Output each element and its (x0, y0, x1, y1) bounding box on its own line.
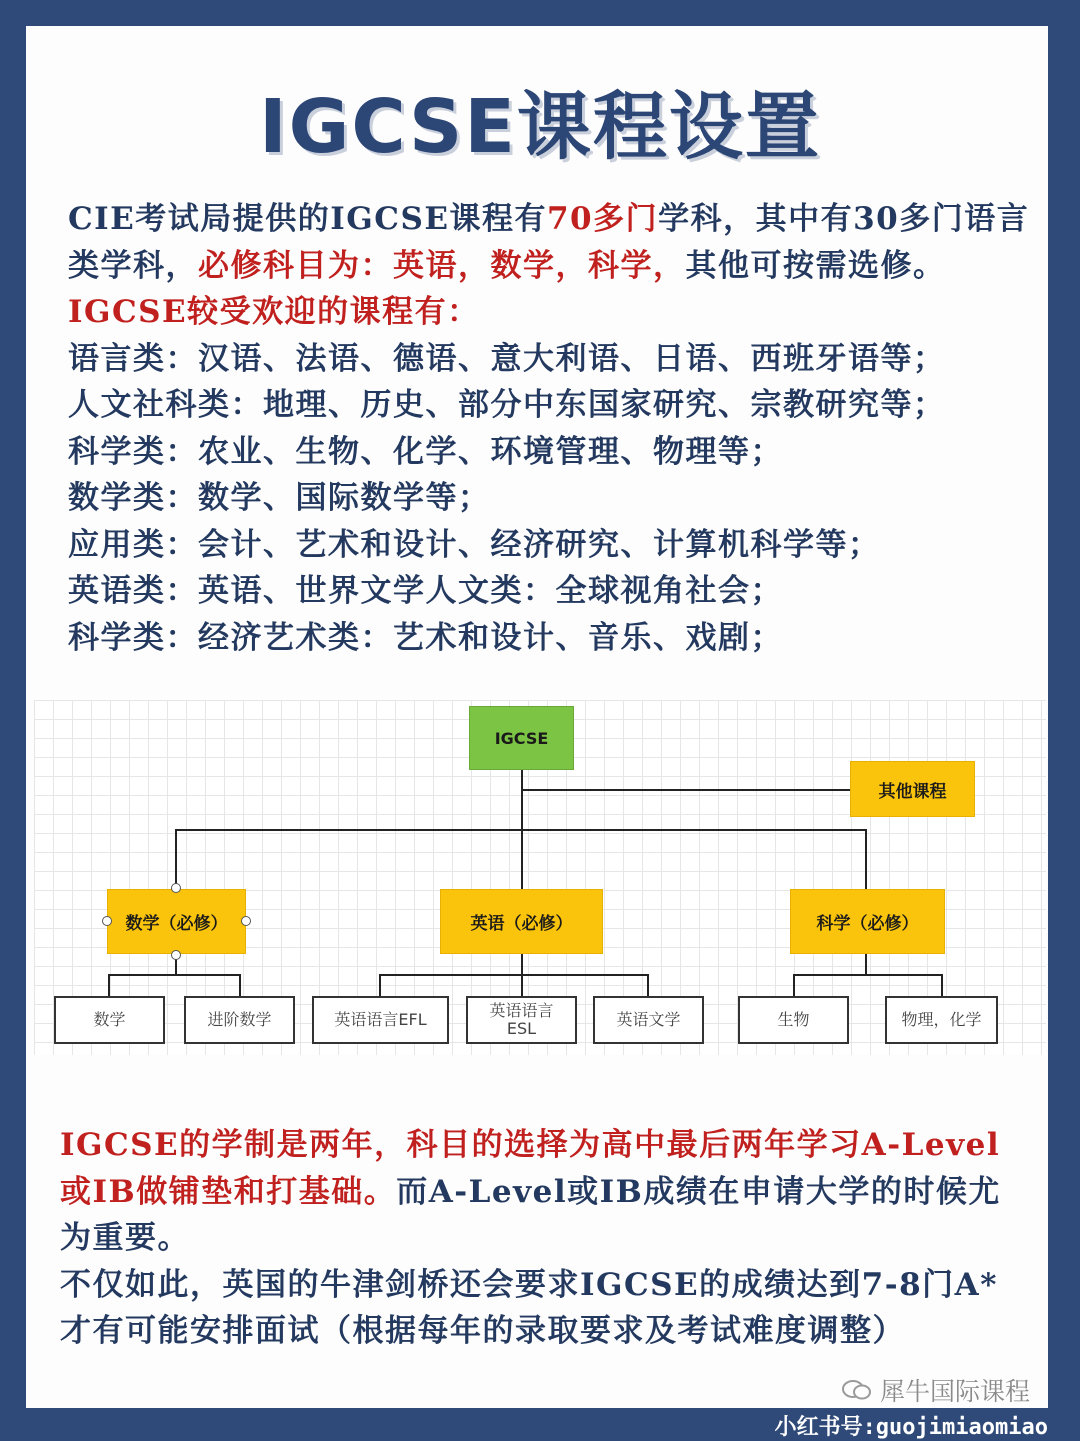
connector (108, 974, 110, 996)
connector (239, 974, 241, 996)
connector (379, 974, 381, 996)
root-node[interactable]: IGCSE (469, 706, 574, 770)
leaf-advanced-math[interactable]: 进阶数学 (184, 996, 295, 1044)
footer-text (60, 1122, 1040, 1355)
connector (865, 954, 867, 974)
wechat-icon (842, 1379, 872, 1401)
category-line: 语言类：汉语、法语、德语、意大利语、日语、西班牙语等； (68, 340, 946, 377)
footer-line-5: 才有可能安排面试（根据每年的录取要求及考试难度调整） (60, 1313, 905, 1349)
leaf-physics-chemistry[interactable]: 物理，化学 (885, 996, 998, 1044)
selection-handle[interactable] (102, 916, 112, 926)
category-line: 人文社科类：地理、历史、部分中东国家研究、宗教研究等； (68, 387, 946, 423)
connector (108, 974, 241, 976)
connector (647, 974, 649, 996)
intro-text (68, 196, 1028, 661)
connector (941, 974, 943, 996)
connector (865, 829, 867, 889)
footer-line-3: 为重要。 (60, 1220, 190, 1256)
selection-handle[interactable] (171, 883, 181, 893)
math-required-node[interactable]: 数学（必修） (107, 889, 246, 954)
connector (379, 974, 649, 976)
connector (521, 789, 851, 791)
course-diagram (34, 700, 1046, 1055)
footer-line-1: IGCSE的学制是两年，科目的选择为高中最后两年学习A-Level (60, 1127, 1001, 1163)
intro-line-1: CIE考试局提供的IGCSE课程有70多门学科，其中有30多门语言 (68, 201, 1030, 237)
footer-line-2: 或IB做铺垫和打基础。而A-Level或IB成绩在申请大学的时候尤 (60, 1173, 1001, 1210)
leaf-math[interactable]: 数学 (54, 996, 165, 1044)
category-line: 科学类：经济艺术类：艺术和设计、音乐、戏剧； (68, 619, 783, 656)
watermark-text: 犀牛国际课程 (880, 1377, 1031, 1406)
leaf-biology[interactable]: 生物 (738, 996, 849, 1044)
other-courses-node[interactable]: 其他课程 (850, 761, 975, 817)
leaf-english-literature[interactable]: 英语文学 (593, 996, 704, 1044)
page-title: IGCSE课程设置 (259, 84, 821, 170)
english-required-node[interactable]: 英语（必修） (440, 889, 603, 954)
watermark (842, 1372, 1030, 1408)
selection-handle[interactable] (241, 916, 251, 926)
connector (175, 829, 177, 889)
account-handle: 小红书号:guojimiaomiao (774, 1415, 1048, 1440)
intro-line-3: IGCSE较受欢迎的课程有： (68, 294, 480, 330)
footer-line-4: 不仅如此，英国的牛津剑桥还会要求IGCSE的成绩达到7-8门A* (60, 1266, 998, 1303)
category-line: 英语类：英语、世界文学人文类：全球视角社会； (68, 573, 783, 609)
leaf-english-efl[interactable]: 英语语言EFL (312, 996, 449, 1044)
connector (175, 829, 867, 831)
category-line: 数学类：数学、国际数学等； (68, 480, 491, 516)
connector (521, 954, 523, 996)
category-line: 科学类：农业、生物、化学、环境管理、物理等； (68, 433, 783, 470)
connector (793, 974, 795, 996)
connector (793, 974, 943, 976)
leaf-english-esl[interactable]: 英语语言 ESL (466, 996, 577, 1044)
intro-line-2: 类学科，必修科目为：英语，数学，科学，其他可按需选修。 (68, 247, 946, 284)
selection-handle[interactable] (171, 950, 181, 960)
science-required-node[interactable]: 科学（必修） (790, 889, 945, 954)
category-line: 应用类：会计、艺术和设计、经济研究、计算机科学等； (68, 526, 881, 563)
